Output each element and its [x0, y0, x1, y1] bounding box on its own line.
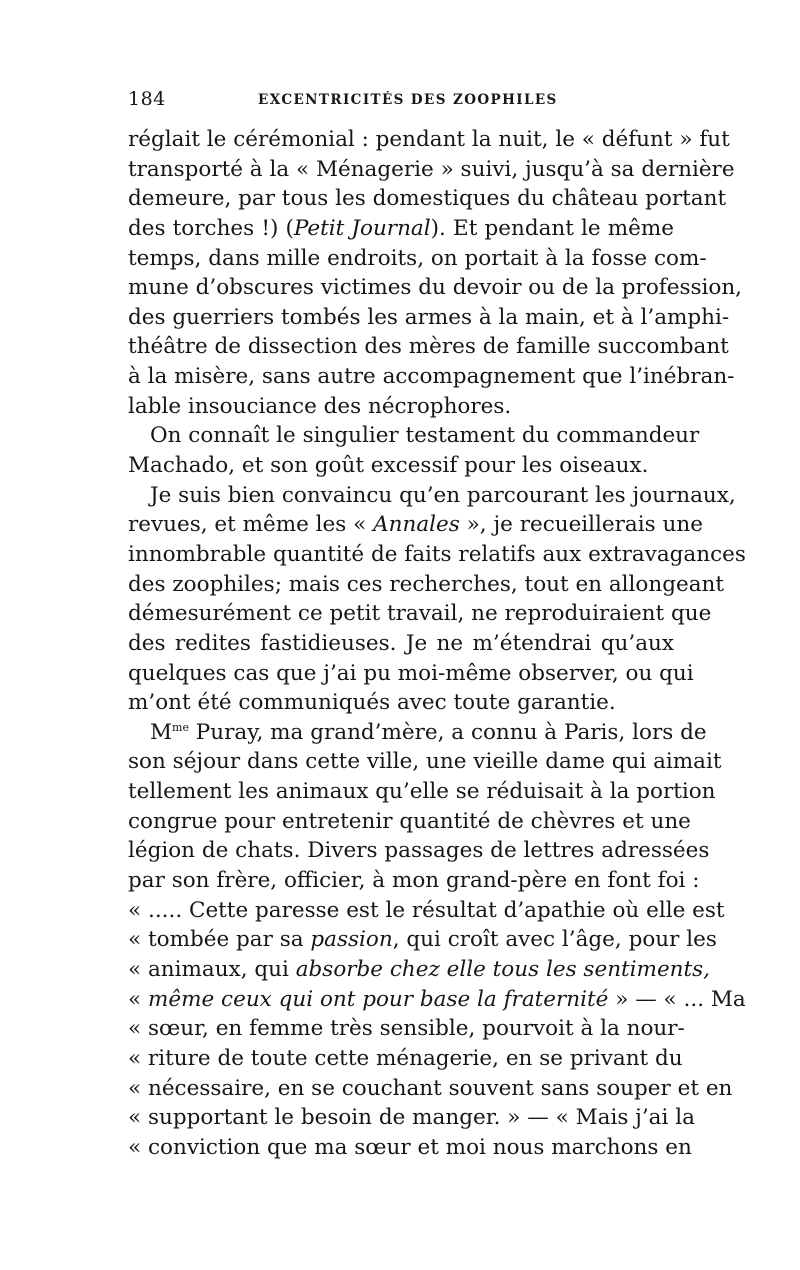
text-line: demeure, par tous les domestiques du château portant: [128, 186, 727, 212]
text-line: [128, 955, 711, 985]
text-line: On connaît le singulier testament du commandeur: [150, 423, 700, 449]
text-line: à la misère, sans autre accompagnement que l’inébran-: [128, 364, 735, 390]
text-line: son séjour dans cette ville, une vieille dame qui aimait: [128, 749, 722, 775]
italic-title: Petit Journal: [293, 215, 431, 241]
text-line: Je suis bien convaincu qu’en parcourant les journaux,: [150, 482, 736, 508]
text-line: transporté à la « Ménagerie » suivi, jusqu’à sa dernière: [128, 156, 735, 182]
text-line: « ..... Cette paresse est le résultat d’apathie où elle est: [128, 897, 725, 923]
text-line: Machado, et son goût excessif pour les oiseaux.: [128, 453, 649, 479]
text-line: des zoophiles; mais ces recherches, tout en allongeant: [128, 571, 725, 597]
text-line: réglait le cérémonial : pendant la nuit, le « défunt » fut: [128, 127, 730, 152]
text-line: quelques cas que j’ai pu moi-même observer, ou qui: [128, 660, 694, 686]
text-line: mune d’obscures victimes du devoir ou de la profession,: [128, 275, 743, 301]
text-line: m’ont été communiqués avec toute garantie.: [128, 690, 616, 716]
text-line: des redites fastidieuses. Je ne m’étendrai qu’aux: [128, 630, 674, 656]
text-line: innombrable quantité de faits relatifs aux extravagances: [128, 541, 746, 567]
text-line: temps, dans mille endroits, on portait à la fosse com-: [128, 245, 707, 271]
text-line: des guerriers tombés les armes à la main, et à l’amphi-: [128, 304, 730, 330]
text-line: « sœur, en femme très sensible, pourvoit à la nour-: [128, 1016, 685, 1042]
text-line: « conviction que ma sœur et moi nous marchons en: [128, 1134, 692, 1160]
text-line: « nécessaire, en se couchant souvent sans souper et en: [128, 1075, 733, 1101]
text-line: congrue pour entretenir quantité de chèvres et une: [128, 808, 691, 834]
line-text: « animaux, qui: [128, 956, 296, 982]
body-text: [128, 125, 746, 1162]
text-line: « riture de toute cette ménagerie, en se privant du: [128, 1045, 683, 1071]
text-line: théâtre de dissection des mères de famille succombant: [128, 334, 729, 360]
line-text: « tombée par sa: [128, 927, 311, 953]
running-title: EXCENTRICITÉS DES ZOOPHILES: [258, 92, 558, 108]
text-line: par son frère, officier, à mon grand-père en font foi :: [128, 868, 700, 894]
line-text: revues, et même les «: [128, 512, 374, 538]
line-text: des torches !) (: [128, 215, 294, 241]
text-line: « supportant le besoin de manger. » — « Mais j’ai la: [128, 1105, 695, 1131]
text-line: tellement les animaux qu’elle se réduisait à la portion: [128, 779, 716, 805]
superscript: me: [172, 720, 189, 734]
line-text: , qui croît avec l’âge, pour les: [392, 927, 717, 953]
text-line: démesurément ce petit travail, ne reproduiraient que: [128, 601, 712, 627]
text-line: [128, 718, 707, 748]
text-line: [128, 985, 746, 1015]
italic-title: Annales: [373, 512, 460, 538]
line-text: M: [150, 719, 173, 745]
line-text: ). Et pendant le même: [430, 215, 674, 241]
text-line: [128, 214, 674, 244]
line-text: » — « ... Ma: [608, 986, 746, 1012]
line-text: Puray, ma grand’mère, a connu à Paris, lors de: [188, 719, 707, 745]
text-line: légion de chats. Divers passages de lettres adressées: [128, 838, 710, 864]
italic-text: même ceux qui ont pour base la fraternité: [148, 986, 609, 1012]
running-header: [128, 88, 674, 118]
page-number: 184: [128, 88, 166, 110]
italic-text: passion: [310, 927, 393, 953]
text-line: lable insouciance des nécrophores.: [128, 393, 512, 419]
line-text: «: [128, 986, 148, 1012]
line-text: », je recueillerais une: [459, 512, 703, 538]
text-line: [128, 510, 703, 540]
italic-text: absorbe chez elle tous les sentiments,: [295, 956, 711, 982]
text-line: [128, 925, 717, 955]
